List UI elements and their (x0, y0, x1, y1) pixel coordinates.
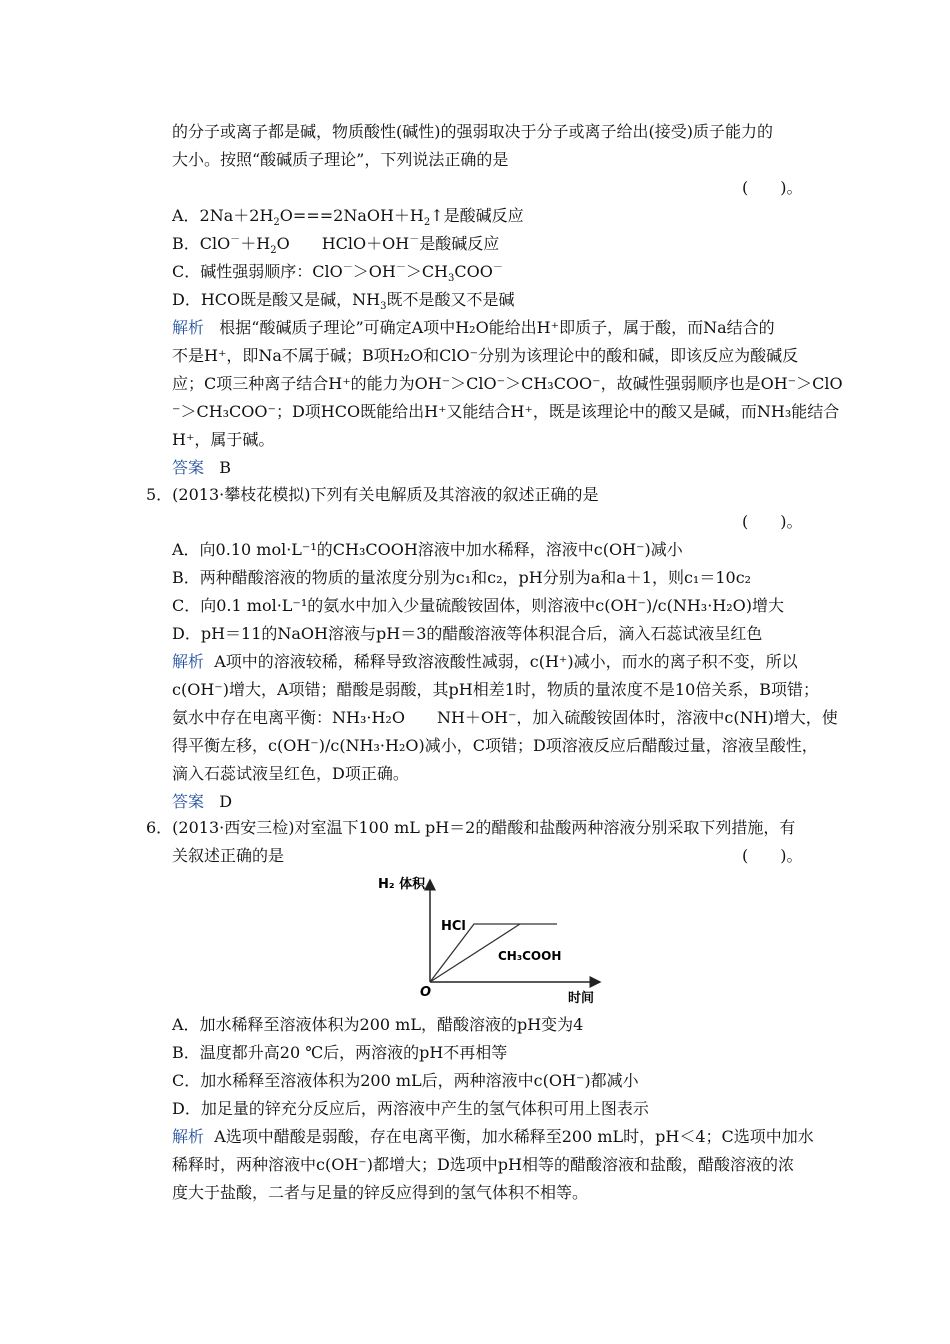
q5-stem: 5．(2013·攀枝花模拟)下列有关电解质及其溶液的叙述正确的是 (146, 485, 599, 504)
hcl-series-label: HCl (441, 919, 466, 934)
answer-label: 答案 (172, 458, 205, 477)
q4-option-c: C．碱性强弱顺序：$ClO^->OH^->CH_3COO^-$ (172, 262, 503, 285)
q4-answer-line (172, 457, 231, 479)
q6-option-d: D．加足量的锌充分反应后，两溶液中产生的氢气体积可用上图表示 (172, 1099, 649, 1118)
q6-stem-line-1: 6．(2013·西安三检)对室温下100 mL pH＝2的醋酸和盐酸两种溶液分别采取下列措施，有 (146, 818, 796, 837)
q5-answer-bracket: ( )。 (742, 512, 803, 531)
graph-y-label: H₂ 体积 (378, 877, 426, 892)
q4-analysis-line-5: H⁺，属于碱。 (172, 430, 275, 449)
analysis-label: 解析 (172, 1127, 205, 1146)
q5-answer-line (172, 791, 232, 813)
analysis-label: 解析 (172, 652, 205, 671)
answer-value: B (219, 458, 232, 477)
q6-option-a: A．加水稀释至溶液体积为200 mL，醋酸溶液的pH变为4 (172, 1015, 584, 1034)
q4-analysis-line-2: 不是H⁺，即Na不属于碱；B项H₂O和ClO⁻分别为该理论中的酸和碱，即该反应为酸碱反 (172, 346, 799, 365)
h2-volume-time-graph (370, 872, 610, 1006)
ch3cooh-series-label: CH₃COOH (498, 949, 562, 963)
q5-analysis-line-2: c(OH⁻)增大，A项错；醋酸是弱酸，其pH相差1时，物质的量浓度不是10倍关系，B项错； (172, 680, 820, 699)
q6-analysis-line-1: 解析 A选项中醋酸是弱酸，存在电离平衡，加水稀释至200 mL时，pH＜4；C选项中加水 (172, 1127, 814, 1146)
q4-analysis-line-1: 解析 根据“酸碱质子理论”可确定A项中H₂O能给出H⁺即质子，属于酸，而Na结合的 (172, 318, 775, 337)
q4-intro-line-1: 的分子或离子都是碱，物质酸性(碱性)的强弱取决于分子或离子给出(接受)质子能力的 (172, 122, 773, 141)
q5-option-d: D．pH＝11的NaOH溶液与pH＝3的醋酸溶液等体积混合后，滴入石蕊试液呈红色 (172, 624, 763, 643)
q6-stem-line-2: 关叙述正确的是 (172, 846, 285, 865)
q5-analysis-line-3: 氨水中存在电离平衡：NH₃·H₂O NH＋OH⁻，加入硫酸铵固体时，溶液中c(NH)增大，使 (172, 708, 838, 727)
q6-option-b: B．温度都升高20 ℃后，两溶液的pH不再相等 (172, 1043, 508, 1062)
graph-x-label: 时间 (568, 991, 595, 1006)
q5-analysis-line-4: 得平衡左移，c(OH⁻)/c(NH₃·H₂O)减小，C项错；D项溶液反应后醋酸过量，溶液呈酸性， (172, 736, 818, 755)
q5-option-b: B．两种醋酸溶液的物质的量浓度分别为c₁和c₂，pH分别为a和a＋1，则c₁＝10c₂ (172, 568, 752, 587)
q4-option-d: D．HCO既是酸又是碱，$NH_3$既不是酸又不是碱 (172, 290, 515, 313)
q6-option-c: C．加水稀释至溶液体积为200 mL后，两种溶液中c(OH⁻)都减小 (172, 1071, 639, 1090)
q5-option-a: A．向0.10 mol·L⁻¹的CH₃COOH溶液中加水稀释，溶液中c(OH⁻)减小 (172, 540, 683, 559)
q6-analysis-line-2: 稀释时，两种溶液中c(OH⁻)都增大；D选项中pH相等的醋酸溶液和盐酸，醋酸溶液的浓 (172, 1155, 794, 1174)
q6-analysis-line-3: 度大于盐酸，二者与足量的锌反应得到的氢气体积不相等。 (172, 1183, 589, 1202)
analysis-label: 解析 (172, 318, 205, 337)
q4-analysis-line-3: 应；C项三种离子结合H⁺的能力为OH⁻＞ClO⁻＞CH₃COO⁻，故碱性强弱顺序也是OH⁻＞ClO (172, 374, 843, 393)
q4-option-b: B．$ClO^-+H_2O$ HClO＋OH－是酸碱反应 (172, 234, 500, 257)
graph-origin-label: O (420, 985, 432, 1000)
q5-option-c: C．向0.1 mol·L⁻¹的氨水中加入少量硫酸铵固体，则溶液中c(OH⁻)/c(NH₃·H₂O)增大 (172, 596, 785, 615)
answer-value: D (219, 792, 233, 811)
q5-analysis-line-5: 滴入石蕊试液呈红色，D项正确。 (172, 764, 409, 783)
q4-intro-line-2: 大小。按照“酸碱质子理论”，下列说法正确的是 (172, 150, 509, 169)
answer-label: 答案 (172, 792, 205, 811)
q5-analysis-line-1: 解析 A项中的溶液较稀，稀释导致溶液酸性减弱，c(H⁺)减小，而水的离子积不变，所以 (172, 652, 798, 671)
q4-answer-bracket: ( )。 (742, 178, 803, 197)
q4-analysis-line-4: ⁻＞CH₃COO⁻；D项HCO既能给出H⁺又能结合H⁺，既是该理论中的酸又是碱，而NH₃能结合 (172, 402, 840, 421)
q4-option-a: A．$2Na+2H_2O===2NaOH+H_2↑$是酸碱反应 (172, 206, 524, 229)
q6-answer-bracket: ( )。 (742, 846, 803, 865)
